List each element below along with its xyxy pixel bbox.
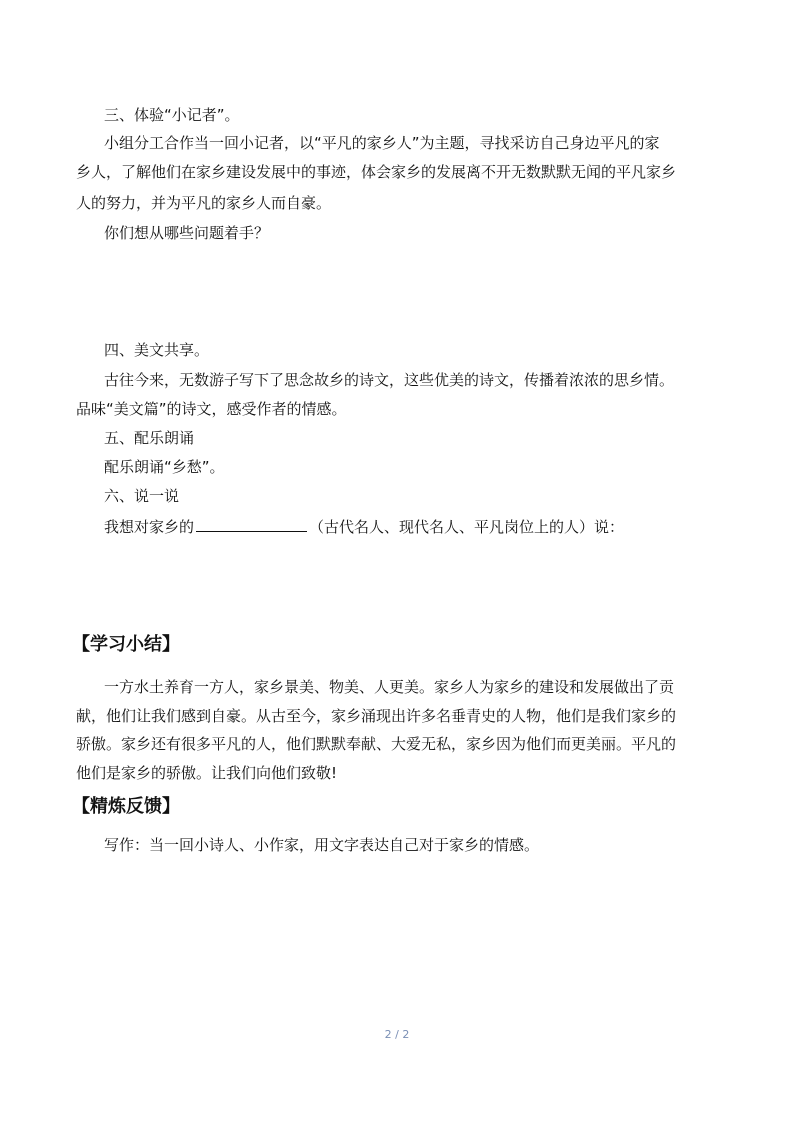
section3-paragraph-line: 人的努力，并为平凡的家乡人而自豪。	[76, 194, 332, 212]
summary-line: 他们是家乡的骄傲。让我们向他们致敬!	[76, 764, 338, 782]
section5-text: 配乐朗诵“乡愁”。	[104, 458, 225, 476]
feedback-text: 写作：当一回小诗人、小作家，用文字表达自己对于家乡的情感。	[104, 836, 540, 854]
fill-in-blank[interactable]	[196, 516, 307, 532]
summary-heading: 【学习小结】	[72, 634, 180, 655]
section3-paragraph-line: 乡人，了解他们在家乡建设发展中的事迹，体会家乡的发展离不开无数默默无闻的平凡家乡	[76, 163, 677, 181]
prompt-prefix: 我想对家乡的	[104, 518, 195, 536]
section4-paragraph-line: 品味“美文篇”的诗文，感受作者的情感。	[76, 400, 347, 418]
section3-heading: 三、体验“小记者”。	[104, 106, 240, 124]
section6-heading: 六、说一说	[104, 487, 180, 505]
prompt-suffix: （古代名人、现代名人、平凡岗位上的人）说：	[309, 518, 625, 536]
page-number: 2 / 2	[384, 1028, 410, 1041]
summary-line: 骄傲。家乡还有很多平凡的人，他们默默奉献、大爱无私，家乡因为他们而更美丽。平凡的	[76, 735, 677, 753]
section5-heading: 五、配乐朗诵	[104, 429, 195, 447]
summary-line: 一方水土养育一方人，家乡景美、物美、人更美。家乡人为家乡的建设和发展做出了贡	[104, 678, 675, 696]
section4-heading: 四、美文共享。	[104, 341, 210, 359]
section3-question: 你们想从哪些问题着手？	[104, 224, 270, 242]
section6-prompt	[104, 516, 624, 537]
feedback-heading: 【精炼反馈】	[72, 796, 180, 817]
section3-paragraph-line: 小组分工合作当一回小记者，以“平凡的家乡人”为主题，寻找采访自己身边平凡的家	[104, 134, 660, 152]
summary-line: 献，他们让我们感到自豪。从古至今，家乡涌现出许多名垂青史的人物，他们是我们家乡的	[76, 707, 677, 725]
section4-paragraph-line: 古往今来，无数游子写下了思念故乡的诗文，这些优美的诗文，传播着浓浓的思乡情。	[104, 371, 675, 389]
